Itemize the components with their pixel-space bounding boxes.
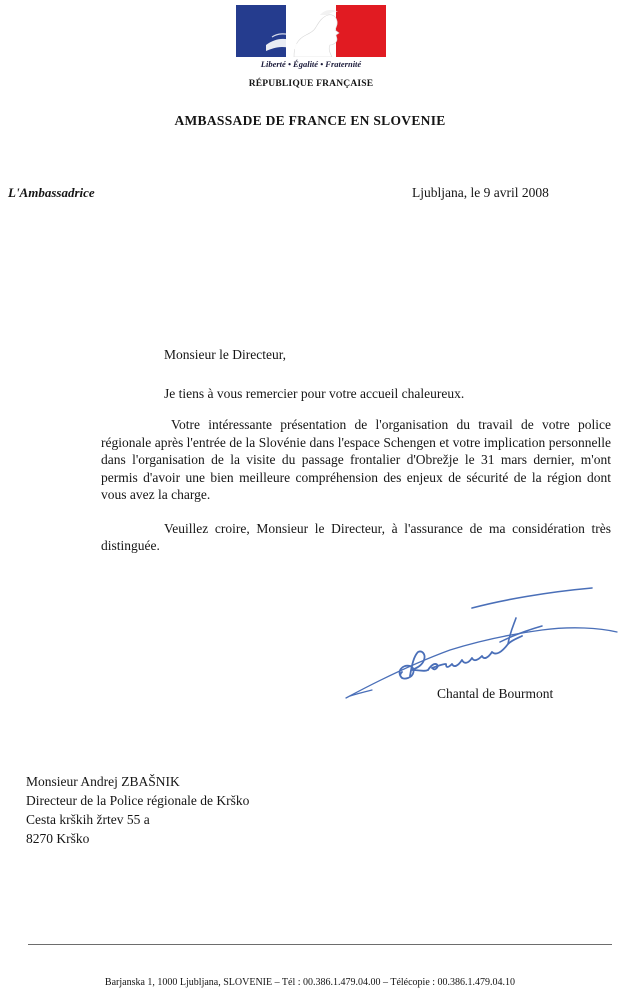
republic-label: RÉPUBLIQUE FRANÇAISE: [248, 79, 374, 89]
body-paragraph: Votre intéressante présentation de l'organisation du travail de votre police régionale après l'entrée de la Slovénie dans l'espace Schengen et votre implication personnelle dans l'organisation de la visite du passage frontalier d'Obrežje le 31 mars dernier, m'ont permis d'avoir une bien meilleure compréhension des enjeux de sécurité de la région dont vous avez la charge.: [101, 417, 611, 502]
marianne-logo-icon: [236, 5, 386, 57]
addressee-line: Cesta krških žrtev 55 a: [26, 812, 150, 827]
signatory-name: Chantal de Bourmont: [437, 686, 554, 701]
addressee-line: Directeur de la Police régionale de Krško: [26, 793, 250, 808]
letter-body: [101, 346, 611, 555]
addressee-line: 8270 Krško: [26, 831, 90, 846]
dateline: Ljubljana, le 9 avril 2008: [412, 185, 549, 200]
motto: Liberté • Égalité • Fraternité: [260, 59, 362, 69]
addressee-line: Monsieur Andrej ZBAŠNIK: [26, 774, 180, 789]
footer-divider: [28, 944, 612, 945]
sender-title: L'Ambassadrice: [8, 185, 95, 200]
addressee-block: [26, 772, 249, 848]
thanks-paragraph: Je tiens à vous remercier pour votre accueil chaleureux.: [164, 385, 465, 401]
embassy-title: AMBASSADE DE FRANCE EN SLOVENIE: [174, 113, 446, 128]
footer-address: Barjanska 1, 1000 Ljubljana, SLOVENIE – Tél : 00.386.1.479.04.00 – Télécopie : 00.386.1.479.04.10: [104, 977, 516, 988]
closing-paragraph: Veuillez croire, Monsieur le Directeur, à l'assurance de ma considération très distinguée.: [101, 520, 611, 553]
salutation: Monsieur le Directeur,: [164, 347, 287, 362]
